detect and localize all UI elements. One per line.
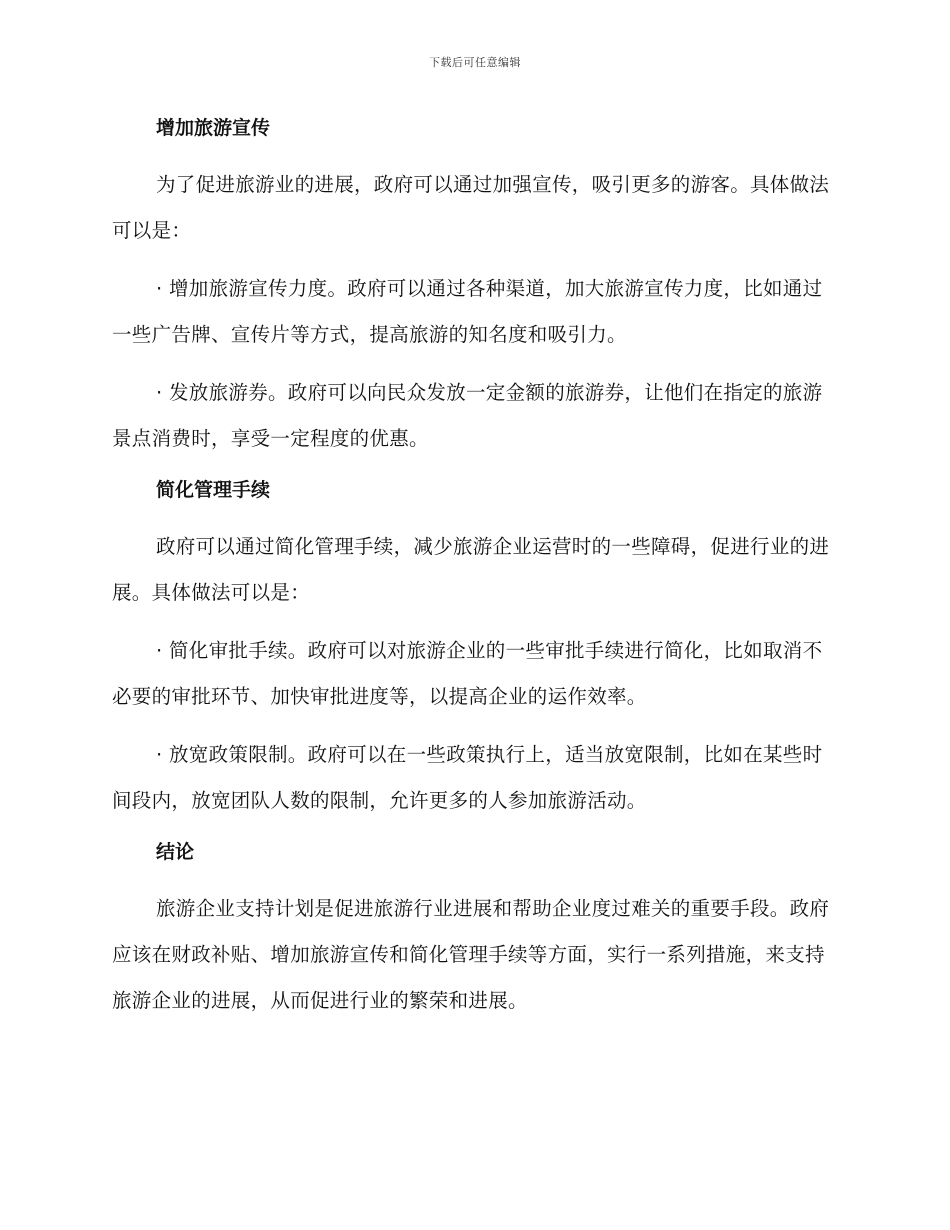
section-simplify-procedures: [112, 474, 834, 824]
paragraph: 政府可以通过简化管理手续，减少旅游企业运营时的一些障碍，促进行业的进展。具体做法可以是：: [112, 535, 830, 604]
section-heading: 简化管理手续: [156, 479, 271, 501]
header-note: 下载后可任意编辑: [429, 56, 521, 69]
bullet-paragraph: · 简化审批手续。政府可以对旅游企业的一些审批手续进行简化，比如取消不必要的审批环节、加快审批进度等，以提高企业的运作效率。: [112, 639, 823, 708]
section-increase-tourism-promotion: [112, 112, 834, 462]
bullet-paragraph: · 增加旅游宣传力度。政府可以通过各种渠道，加大旅游宣传力度，比如通过一些广告牌、宣传片等方式，提高旅游的知名度和吸引力。: [112, 277, 823, 346]
paragraph: 旅游企业支持计划是促进旅游行业进展和帮助企业度过难关的重要手段。政府应该在财政补贴、增加旅游宣传和简化管理手续等方面，实行一系列措施，来支持旅游企业的进展，从而促进行业的繁荣和进展。: [112, 897, 830, 1012]
section-heading: 增加旅游宣传: [156, 117, 271, 139]
section-heading: 结论: [156, 841, 195, 863]
bullet-paragraph: · 放宽政策限制。政府可以在一些政策执行上，适当放宽限制，比如在某些时间段内，放宽团队人数的限制，允许更多的人参加旅游活动。: [112, 743, 823, 812]
section-conclusion: [112, 836, 834, 1024]
document-body: [112, 112, 834, 1036]
paragraph: 为了促进旅游业的进展，政府可以通过加强宣传，吸引更多的游客。具体做法可以是：: [112, 173, 830, 242]
bullet-paragraph: · 发放旅游券。政府可以向民众发放一定金额的旅游券，让他们在指定的旅游景点消费时，享受一定程度的优惠。: [112, 381, 823, 450]
